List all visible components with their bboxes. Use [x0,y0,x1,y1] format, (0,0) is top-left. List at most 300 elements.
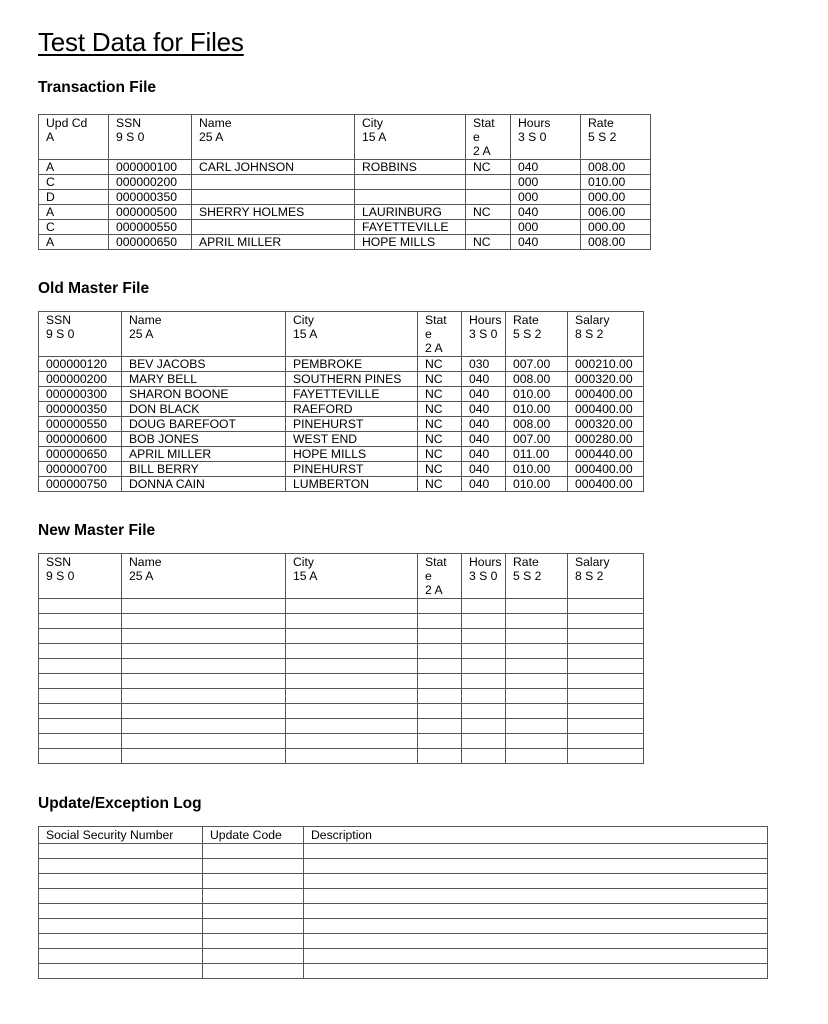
empty-cell[interactable] [39,629,122,644]
table-cell: 010.00 [506,462,568,477]
table-cell: PEMBROKE [286,357,418,372]
table-cell: 040 [511,205,581,220]
empty-cell[interactable] [568,674,644,689]
column-header-line: Name [199,116,232,130]
table-cell: 040 [511,235,581,250]
table-cell [466,175,511,190]
empty-cell[interactable] [568,689,644,704]
empty-row [39,689,644,704]
table-row [39,417,644,432]
table-cell: BOB JONES [122,432,286,447]
table-cell: MARY BELL [122,372,286,387]
empty-cell[interactable] [39,964,203,979]
column-header-line: 15 A [362,130,387,144]
empty-cell[interactable] [418,749,462,764]
table-cell: 000000350 [39,402,122,417]
header-row [39,312,644,357]
table-cell: 000400.00 [568,477,644,492]
empty-cell[interactable] [286,734,418,749]
empty-cell[interactable] [506,674,568,689]
table-cell: NC [418,447,462,462]
table-cell: 000000550 [109,220,192,235]
empty-cell[interactable] [418,719,462,734]
empty-cell[interactable] [568,704,644,719]
empty-cell[interactable] [418,614,462,629]
table-cell: A [39,205,109,220]
table-cell: 010.00 [506,402,568,417]
column-header [568,554,644,599]
empty-cell[interactable] [568,644,644,659]
table-cell: 000 [511,220,581,235]
empty-cell[interactable] [304,844,768,859]
empty-cell[interactable] [39,644,122,659]
column-header-line: 15 A [293,569,318,583]
table-cell: 040 [462,447,506,462]
empty-cell[interactable] [286,599,418,614]
old-master-table [38,311,644,492]
empty-cell[interactable] [304,904,768,919]
table-cell: NC [418,387,462,402]
column-header [192,115,355,160]
empty-cell[interactable] [506,659,568,674]
column-header [511,115,581,160]
empty-cell[interactable] [286,749,418,764]
column-header-line: Description [311,828,372,842]
column-header [286,312,418,357]
table-cell: PINEHURST [286,417,418,432]
table-cell: NC [418,402,462,417]
empty-cell[interactable] [304,874,768,889]
column-header [203,827,304,844]
empty-row [39,919,768,934]
empty-row [39,629,644,644]
column-header-line: 8 S 2 [575,569,604,583]
table-row [39,235,651,250]
table-cell: 000400.00 [568,462,644,477]
empty-cell[interactable] [462,704,506,719]
table-cell: CARL JOHNSON [192,160,355,175]
table-cell: 000000550 [39,417,122,432]
empty-cell[interactable] [286,719,418,734]
empty-cell[interactable] [418,644,462,659]
table-cell: NC [466,235,511,250]
empty-cell[interactable] [286,629,418,644]
column-header-line: SSN [116,116,142,130]
empty-cell[interactable] [39,949,203,964]
table-cell: 040 [462,402,506,417]
table-row [39,447,644,462]
empty-cell[interactable] [39,719,122,734]
table-cell: 000 [511,175,581,190]
column-header-line: Hours [518,116,551,130]
empty-cell[interactable] [122,704,286,719]
table-cell: NC [418,372,462,387]
empty-cell[interactable] [39,734,122,749]
table-row [39,432,644,447]
table-cell: FAYETTEVILLE [355,220,466,235]
empty-cell[interactable] [39,889,203,904]
table-cell [192,220,355,235]
table-cell: PINEHURST [286,462,418,477]
table-cell: WEST END [286,432,418,447]
column-header-line: Stat [473,116,495,130]
header-row [39,115,651,160]
empty-row [39,949,768,964]
column-header-line: 15 A [293,327,318,341]
table-cell: 000440.00 [568,447,644,462]
table-row [39,160,651,175]
empty-row [39,614,644,629]
table-row [39,205,651,220]
empty-cell[interactable] [304,889,768,904]
empty-row [39,874,768,889]
empty-cell[interactable] [203,919,304,934]
empty-cell[interactable] [39,704,122,719]
empty-cell[interactable] [418,629,462,644]
column-header-line: 2 A [473,144,491,158]
table-cell: 000400.00 [568,402,644,417]
table-cell: 040 [462,462,506,477]
empty-cell[interactable] [462,599,506,614]
table-cell [192,190,355,205]
column-header-line: Rate [513,313,539,327]
column-header [304,827,768,844]
table-row [39,190,651,205]
column-header [462,554,506,599]
empty-row [39,904,768,919]
empty-cell[interactable] [39,904,203,919]
empty-row [39,964,768,979]
table-cell: NC [418,357,462,372]
transaction-heading: Transaction File [38,79,157,96]
column-header [122,312,286,357]
empty-cell[interactable] [203,844,304,859]
table-row [39,462,644,477]
table-cell: 000000300 [39,387,122,402]
table-cell: BEV JACOBS [122,357,286,372]
table-cell: 000000750 [39,477,122,492]
table-cell: 008.00 [506,372,568,387]
empty-cell[interactable] [418,674,462,689]
table-cell: 000000200 [39,372,122,387]
empty-row [39,659,644,674]
empty-cell[interactable] [462,644,506,659]
table-cell: SHERRY HOLMES [192,205,355,220]
table-cell: NC [466,160,511,175]
column-header-line: Social Security Number [46,828,174,842]
empty-row [39,719,644,734]
table-cell: DON BLACK [122,402,286,417]
table-cell: 010.00 [581,175,651,190]
column-header-line: 3 S 0 [469,569,498,583]
empty-cell[interactable] [39,659,122,674]
table-cell: HOPE MILLS [286,447,418,462]
empty-cell[interactable] [122,734,286,749]
empty-cell[interactable] [39,749,122,764]
column-header-line: 25 A [199,130,224,144]
empty-cell[interactable] [506,629,568,644]
empty-row [39,734,644,749]
column-header [39,312,122,357]
empty-cell[interactable] [39,919,203,934]
empty-row [39,844,768,859]
empty-cell[interactable] [568,599,644,614]
column-header [39,827,203,844]
table-cell: NC [466,205,511,220]
empty-cell[interactable] [506,689,568,704]
table-cell: DOUG BAREFOOT [122,417,286,432]
empty-cell[interactable] [122,614,286,629]
empty-cell[interactable] [462,719,506,734]
empty-cell[interactable] [506,644,568,659]
table-cell: HOPE MILLS [355,235,466,250]
column-header-line: SSN [46,313,72,327]
empty-row [39,859,768,874]
table-row [39,175,651,190]
table-cell: 040 [462,387,506,402]
table-cell: LUMBERTON [286,477,418,492]
empty-cell[interactable] [39,859,203,874]
empty-cell[interactable] [462,629,506,644]
column-header [286,554,418,599]
table-cell: 000000500 [109,205,192,220]
empty-cell[interactable] [203,904,304,919]
table-cell: 008.00 [581,160,651,175]
column-header [418,554,462,599]
empty-cell[interactable] [286,674,418,689]
column-header-line: 3 S 0 [469,327,498,341]
column-header [506,312,568,357]
table-cell: SHARON BOONE [122,387,286,402]
empty-cell[interactable] [304,949,768,964]
empty-cell[interactable] [418,689,462,704]
empty-cell[interactable] [462,659,506,674]
empty-cell[interactable] [203,874,304,889]
empty-cell[interactable] [462,749,506,764]
column-header-line: City [293,555,314,569]
table-cell: DONNA CAIN [122,477,286,492]
column-header-line: 9 S 0 [46,569,75,583]
page-title: Test Data for Files [38,27,244,57]
empty-cell[interactable] [39,934,203,949]
column-header-line: e [425,569,432,583]
column-header-line: 25 A [129,327,154,341]
column-header-line: Name [129,313,162,327]
column-header [355,115,466,160]
header-row [39,554,644,599]
table-cell: 000320.00 [568,372,644,387]
empty-cell[interactable] [122,674,286,689]
column-header-line: 3 S 0 [518,130,547,144]
column-header-line: Rate [588,116,614,130]
empty-cell[interactable] [506,704,568,719]
table-row [39,402,644,417]
table-cell: 040 [462,372,506,387]
column-header-line: City [293,313,314,327]
table-row [39,477,644,492]
empty-cell[interactable] [39,614,122,629]
column-header-line: 25 A [129,569,154,583]
table-cell: 040 [462,417,506,432]
table-cell: D [39,190,109,205]
column-header-line: SSN [46,555,72,569]
empty-cell[interactable] [286,689,418,704]
table-cell: RAEFORD [286,402,418,417]
table-cell: FAYETTEVILLE [286,387,418,402]
table-cell: NC [418,477,462,492]
update-exception-log-table [38,826,768,979]
column-header-line: 2 A [425,341,443,355]
table-cell: 000.00 [581,220,651,235]
empty-cell[interactable] [568,629,644,644]
table-cell: 008.00 [506,417,568,432]
table-cell: 007.00 [506,432,568,447]
table-cell: A [39,160,109,175]
table-cell: 000 [511,190,581,205]
empty-cell[interactable] [506,614,568,629]
table-cell: 006.00 [581,205,651,220]
table-cell: A [39,235,109,250]
table-cell: 000000700 [39,462,122,477]
empty-row [39,934,768,949]
empty-cell[interactable] [39,674,122,689]
empty-cell[interactable] [304,859,768,874]
table-cell: 000000600 [39,432,122,447]
empty-cell[interactable] [304,964,768,979]
table-cell: 000280.00 [568,432,644,447]
empty-cell[interactable] [203,934,304,949]
table-cell: 000400.00 [568,387,644,402]
empty-cell[interactable] [568,614,644,629]
empty-cell[interactable] [286,644,418,659]
empty-cell[interactable] [122,599,286,614]
empty-cell[interactable] [462,734,506,749]
table-cell: NC [418,417,462,432]
table-cell: SOUTHERN PINES [286,372,418,387]
table-row [39,357,644,372]
column-header [506,554,568,599]
column-header [568,312,644,357]
column-header-line: e [473,130,480,144]
empty-cell[interactable] [122,629,286,644]
table-cell [355,190,466,205]
empty-cell[interactable] [286,659,418,674]
empty-cell[interactable] [506,734,568,749]
column-header-line: 9 S 0 [46,327,75,341]
empty-cell[interactable] [506,719,568,734]
empty-cell[interactable] [39,599,122,614]
column-header-line: Stat [425,313,447,327]
table-row [39,220,651,235]
table-cell: 010.00 [506,387,568,402]
empty-cell[interactable] [568,659,644,674]
empty-row [39,704,644,719]
column-header-line: Stat [425,555,447,569]
table-cell: 040 [511,160,581,175]
column-header [581,115,651,160]
table-cell: NC [418,462,462,477]
header-row [39,827,768,844]
empty-row [39,674,644,689]
table-cell [466,220,511,235]
column-header-line: Hours [469,555,502,569]
table-row [39,372,644,387]
column-header-line: A [46,130,55,144]
table-cell: 000000650 [39,447,122,462]
empty-cell[interactable] [568,719,644,734]
column-header [466,115,511,160]
empty-cell[interactable] [462,674,506,689]
empty-cell[interactable] [418,599,462,614]
table-cell: 040 [462,432,506,447]
empty-cell[interactable] [122,749,286,764]
empty-cell[interactable] [462,614,506,629]
table-cell: 010.00 [506,477,568,492]
new-master-table [38,553,644,764]
empty-cell[interactable] [304,919,768,934]
table-cell: LAURINBURG [355,205,466,220]
column-header [39,115,109,160]
column-header [109,115,192,160]
empty-cell[interactable] [462,689,506,704]
table-cell: 000210.00 [568,357,644,372]
table-cell: 040 [462,477,506,492]
empty-cell[interactable] [304,934,768,949]
transaction-table [38,114,651,250]
table-cell: 011.00 [506,447,568,462]
empty-cell[interactable] [568,749,644,764]
empty-row [39,889,768,904]
empty-cell[interactable] [122,644,286,659]
column-header-line: Name [129,555,162,569]
empty-cell[interactable] [286,704,418,719]
empty-cell[interactable] [203,889,304,904]
empty-cell[interactable] [122,719,286,734]
column-header [462,312,506,357]
empty-cell[interactable] [39,874,203,889]
empty-cell[interactable] [568,734,644,749]
empty-cell[interactable] [122,659,286,674]
table-cell: 030 [462,357,506,372]
empty-row [39,749,644,764]
column-header-line: 5 S 2 [588,130,617,144]
table-cell: 000000120 [39,357,122,372]
empty-cell[interactable] [203,859,304,874]
empty-cell[interactable] [39,689,122,704]
empty-cell[interactable] [506,749,568,764]
new-master-heading: New Master File [38,522,156,539]
empty-cell[interactable] [506,599,568,614]
empty-cell[interactable] [418,704,462,719]
empty-cell[interactable] [203,964,304,979]
table-cell: C [39,175,109,190]
column-header-line: e [425,327,432,341]
empty-cell[interactable] [122,689,286,704]
column-header [39,554,122,599]
empty-cell[interactable] [418,659,462,674]
table-cell: 000000200 [109,175,192,190]
column-header-line: Salary [575,313,610,327]
table-cell: 008.00 [581,235,651,250]
table-cell: 000320.00 [568,417,644,432]
empty-cell[interactable] [39,844,203,859]
empty-cell[interactable] [286,614,418,629]
table-row [39,387,644,402]
empty-cell[interactable] [203,949,304,964]
table-cell: 000000100 [109,160,192,175]
empty-cell[interactable] [418,734,462,749]
column-header-line: Hours [469,313,502,327]
